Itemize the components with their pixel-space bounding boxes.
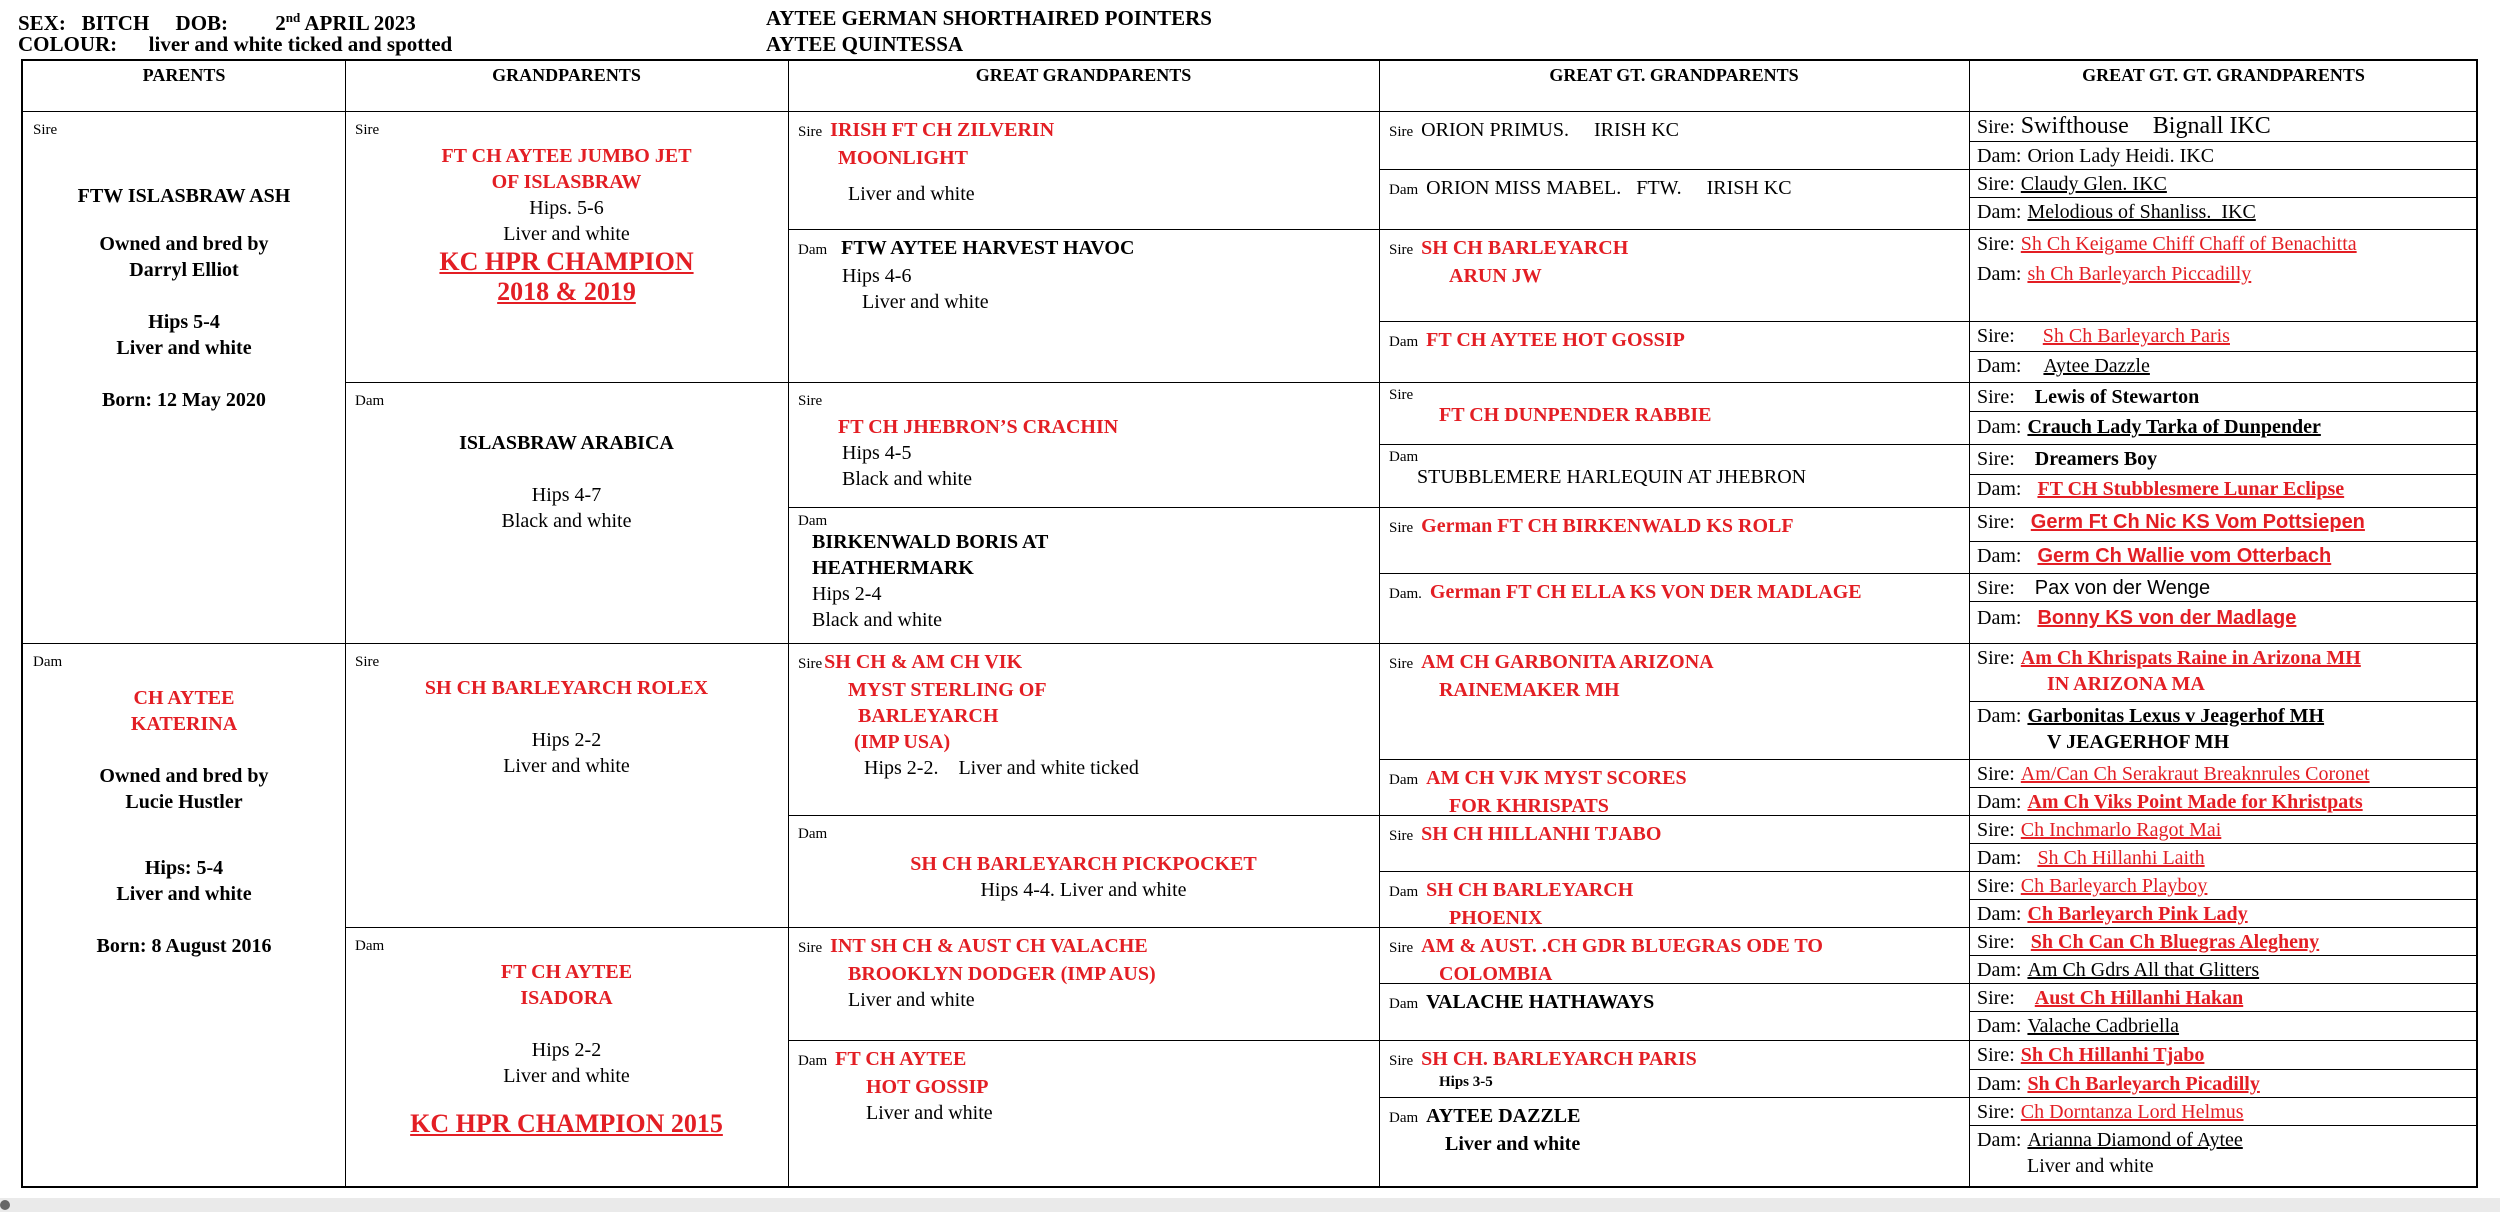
dam-tag: Dam [1389, 334, 1419, 350]
ggp-sds-cell [788, 382, 1379, 507]
gggp-cell [1379, 759, 1969, 815]
dam-tag: Dam: [1977, 201, 2022, 223]
gp-sd-name: ISLASBRAW ARABICA [459, 432, 674, 454]
gggp-r12-name-line1: SH CH BARLEYARCH [1426, 879, 1634, 901]
sire-tag: Sire: [1977, 1101, 2015, 1123]
sire-tag: Sire [1389, 1053, 1414, 1069]
dog-name: AYTEE QUINTESSA [766, 32, 964, 56]
dam-tag: Dam: [1977, 847, 2022, 869]
gggp-cell [1379, 1097, 1969, 1190]
ancestor-line [1977, 645, 2470, 671]
ggp-dds-colour: Liver and white [848, 989, 975, 1011]
dam-tag: Dam [355, 938, 385, 954]
ancestor-line [1977, 1071, 2470, 1097]
gp-ss-name-line2: OF ISLASBRAW [491, 171, 642, 193]
dam-tag: Dam. [1389, 586, 1422, 602]
ancestor-line [1977, 171, 2470, 197]
sire-owner: Darryl Elliot [129, 259, 239, 281]
dam-tag: Dam [1389, 884, 1419, 900]
gp-ss-name-line1: FT CH AYTEE JUMBO JET [441, 145, 692, 167]
sire-tag: Sire: [1977, 875, 2015, 897]
gggp-r10-name-line2: FOR KHRISPATS [1449, 795, 1609, 817]
dam-born: Born: 8 August 2016 [96, 935, 272, 957]
ggp-ssd-colour: Liver and white [862, 291, 989, 313]
column-header-parents: PARENTS [142, 65, 226, 85]
dam-tag: Dam: [1977, 545, 2022, 567]
ggp-sds-colour: Black and white [842, 468, 972, 490]
gggp-cell [1379, 871, 1969, 927]
ancestor-name: Garbonitas Lexus v Jeagerhof MH [2027, 705, 2325, 727]
ancestor-line [1977, 113, 2470, 140]
sire-tag: Sire: [1977, 233, 2015, 255]
gggp-ancestor-cell [1969, 197, 2478, 229]
ggp-sss-name-line1: IRISH FT CH ZILVERIN [830, 119, 1055, 141]
ggp-ddd-name-line1: FT CH AYTEE [835, 1048, 967, 1070]
ancestor-line [1977, 446, 2470, 472]
ggp-sdd-name-line2: HEATHERMARK [812, 557, 974, 579]
gggp-r5-name: FT CH DUNPENDER RABBIE [1439, 404, 1712, 426]
gggp-r9-name-line2: RAINEMAKER MH [1439, 679, 1620, 701]
sire-tag: Sire [1389, 387, 1414, 403]
ggp-ssd-name: FTW AYTEE HARVEST HAVOC [841, 237, 1135, 259]
sire-tag: Sire [1389, 124, 1414, 140]
column-header-grandparents: GRANDPARENTS [492, 65, 641, 85]
ancestor-name: Sh Ch Keigame Chiff Chaff of Benachitta [2020, 233, 2357, 255]
gggp-ancestor-cell [1969, 1125, 2478, 1190]
gggp-ancestor-cell [1969, 141, 2478, 169]
ancestor-line [1977, 231, 2470, 257]
gggp-ancestor-cell [1969, 927, 2478, 955]
sire-tag: Sire: [1977, 511, 2015, 533]
gggp-ancestor-cell [1969, 444, 2478, 474]
gggp-ancestor-cell [1969, 871, 2478, 899]
column-header-great-gt-grandparents: GREAT GT. GRANDPARENTS [1549, 65, 1799, 85]
dam-tag: Dam: [1977, 959, 2022, 981]
horizontal-scrollbar[interactable] [0, 1198, 2500, 1212]
ancestor-name: Sh Ch Can Ch Bluegras Alegheny [2030, 931, 2320, 953]
sex-label: SEX: [18, 11, 66, 35]
ggp-sss-name-line2: MOONLIGHT [838, 147, 969, 169]
dam-tag: Dam: [1977, 1015, 2022, 1037]
ancestor-line [1977, 143, 2470, 169]
parent-dam-cell [23, 643, 345, 1190]
sire-tag: Sire: [1977, 386, 2015, 408]
gggp-r15-hips: Hips 3-5 [1439, 1074, 1493, 1090]
ancestor-line [1977, 817, 2470, 843]
gggp-ancestor-cell [1969, 1097, 2478, 1125]
sire-tag: Sire: [1977, 931, 2015, 953]
ancestor-line [1977, 761, 2470, 787]
gggp-r16-name: AYTEE DAZZLE [1426, 1105, 1581, 1127]
gggp-r13-name-line1: AM & AUST. .CH GDR BLUEGRAS ODE TO [1421, 935, 1823, 957]
gggp-ancestor-cell [1969, 169, 2478, 197]
ancestor-line [1977, 901, 2470, 927]
ancestor-line [1977, 414, 2470, 440]
dam-owned: Owned and bred by [99, 765, 269, 787]
ancestor-line [1977, 1127, 2470, 1153]
dam-tag: Dam: [1977, 145, 2022, 167]
dam-tag: Dam: [1977, 607, 2022, 629]
gggp-ancestor-cell [1969, 983, 2478, 1011]
gggp-r10-name-line1: AM CH VJK MYST SCORES [1426, 767, 1687, 789]
ancestor-name: Am/Can Ch Serakraut Breaknrules Coronet [2020, 763, 2370, 785]
sire-tag: Sire: [1977, 1044, 2015, 1066]
dam-name-line2: KATERINA [130, 713, 238, 735]
gggp-ancestor-cell [1969, 573, 2478, 603]
ancestor-name-continued: V JEAGERHOF MH [2047, 731, 2230, 753]
gggp-ancestor-cell [1969, 351, 2478, 382]
gp-ss-hips: Hips. 5-6 [529, 197, 604, 219]
gggp-r15-name: SH CH. BARLEYARCH PARIS [1421, 1048, 1697, 1070]
sire-tag: Sire [355, 122, 380, 138]
gp-ds-hips: Hips 2-2 [531, 729, 602, 751]
parent-sire-cell [23, 111, 345, 643]
colour-line [18, 31, 452, 57]
ggp-dds-name-line2: BROOKLYN DODGER (IMP AUS) [848, 963, 1156, 985]
gggp-cell [1379, 321, 1969, 382]
gggp-cell [1379, 1040, 1969, 1097]
sire-hips: Hips 5-4 [148, 311, 220, 333]
ancestor-line [1977, 845, 2470, 871]
ancestor-name: Melodious of Shanliss. IKC [2027, 201, 2256, 223]
gggp-cell [1379, 573, 1969, 643]
ancestor-name: Sh Ch Barleyarch Paris [2042, 325, 2230, 347]
sire-tag: Sire: [1977, 173, 2015, 195]
gggp-r3-name-line1: SH CH BARLEYARCH [1421, 237, 1629, 259]
colour-value: liver and white ticked and spotted [148, 32, 453, 56]
gggp-r16-colour: Liver and white [1445, 1133, 1581, 1155]
ancestor-name: Pax von der Wenge [2034, 577, 2211, 599]
ancestor-name: Aust Ch Hillanhi Hakan [2034, 987, 2244, 1009]
sire-tag: Sire [798, 124, 823, 140]
gggp-cell [1379, 382, 1969, 444]
gggp-ancestor-cell [1969, 1040, 2478, 1069]
gp-ss-title-line2: 2018 & 2019 [497, 277, 636, 306]
sire-tag: Sire [1389, 242, 1414, 258]
ancestor-line [1977, 873, 2470, 899]
ggp-ddd-cell [788, 1040, 1379, 1190]
ancestor-line [1977, 353, 2470, 379]
sire-colour: Liver and white [116, 337, 252, 359]
dob-label: DOB: [175, 11, 229, 35]
dob-day: 2 [275, 11, 286, 35]
gggp-ancestor-cell [1969, 643, 2478, 701]
gggp-ancestor-cell [1969, 321, 2478, 351]
gggp-r9-name-line1: AM CH GARBONITA ARIZONA [1421, 651, 1714, 673]
dam-tag: Dam [798, 826, 828, 842]
gggp-cell [1379, 815, 1969, 871]
gggp-ancestor-cell [1969, 1069, 2478, 1097]
sire-tag: Sire: [1977, 819, 2015, 841]
dam-tag: Dam: [1977, 416, 2022, 438]
ancestor-name: Ch Inchmarlo Ragot Mai [2020, 819, 2222, 841]
gggp-cell [1379, 229, 1969, 321]
ancestor-line [1977, 1013, 2470, 1039]
ggp-ddd-name-line2: HOT GOSSIP [866, 1076, 989, 1098]
sire-tag: Sire: [1977, 448, 2015, 470]
grandparent-dd-cell [345, 927, 788, 1190]
ancestor-name: Am Ch Gdrs All that Glitters [2027, 959, 2260, 981]
gp-dd-name-line2: ISADORA [520, 987, 613, 1009]
sire-tag: Sire [798, 656, 823, 672]
ancestor-line [1977, 703, 2470, 729]
gggp-cell [1379, 927, 1969, 983]
gggp-cell [1379, 444, 1969, 507]
dam-tag: Dam: [1977, 1073, 2022, 1095]
dam-tag: Dam [798, 242, 828, 258]
ggp-ddd-colour: Liver and white [866, 1102, 993, 1124]
ggp-sss-cell [788, 111, 1379, 229]
sire-tag: Sire [798, 940, 823, 956]
ancestor-colour: Liver and white [2027, 1155, 2154, 1177]
ancestor-line [1977, 929, 2470, 955]
ancestor-name: Germ Ft Ch Nic KS Vom Pottsiepen [2030, 511, 2365, 533]
ggp-sdd-name-line1: BIRKENWALD BORIS AT [812, 531, 1049, 553]
ancestor-name: Ch Barleyarch Pink Lady [2027, 903, 2248, 925]
ggp-dss-name-line1: SH CH & AM CH VIK [824, 651, 1023, 673]
gp-ss-title-line1: KC HPR CHAMPION [439, 247, 694, 276]
gggp-r1-name: ORION PRIMUS. IRISH KC [1421, 119, 1679, 141]
ggp-dss-name-line4: (IMP USA) [854, 731, 951, 753]
sire-tag: Sire: [1977, 763, 2015, 785]
gggp-r4-name: FT CH AYTEE HOT GOSSIP [1426, 329, 1685, 351]
ggp-sss-colour: Liver and white [848, 183, 975, 205]
ancestor-name: FT CH Stubblesmere Lunar Eclipse [2037, 478, 2345, 500]
ancestor-name: Ch Dorntanza Lord Helmus [2020, 1101, 2244, 1123]
sire-tag: Sire: [1977, 987, 2015, 1009]
column-header-great-gt-gt-grandparents: GREAT GT. GT. GRANDPARENTS [2082, 65, 2365, 85]
gggp-r13-name-line2: COLOMBIA [1439, 963, 1553, 985]
ggp-sdd-cell [788, 507, 1379, 643]
ancestor-line [1977, 384, 2470, 410]
dam-tag: Dam: [1977, 903, 2022, 925]
ancestor-line [1977, 1099, 2470, 1125]
column-header-great-grandparents: GREAT GRANDPARENTS [975, 65, 1192, 85]
gggp-cell [1379, 983, 1969, 1040]
dam-colour: Liver and white [116, 883, 252, 905]
gggp-ancestor-cell [1969, 412, 2478, 444]
gggp-ancestor-cell [1969, 1011, 2478, 1040]
kennel-name: AYTEE GERMAN SHORTHAIRED POINTERS [766, 6, 1212, 30]
sex-value: BITCH [81, 11, 150, 35]
ancestor-name: Germ Ch Wallie vom Otterbach [2037, 545, 2332, 567]
ancestor-name: Valache Cadbriella [2027, 1015, 2180, 1037]
dam-tag: Dam: [1977, 705, 2022, 727]
ggp-sdd-colour: Black and white [812, 609, 942, 631]
ancestor-line [1977, 543, 2470, 569]
dam-hips: Hips: 5-4 [144, 857, 224, 879]
gp-dd-hips: Hips 2-2 [531, 1039, 602, 1061]
gggp-ancestor-cell [1969, 474, 2478, 507]
ggp-sds-name: FT CH JHEBRON’S CRACHIN [838, 416, 1119, 438]
ancestor-line [1977, 323, 2470, 349]
gggp-ancestor-cell [1969, 759, 2478, 787]
grandparent-sd-cell [345, 382, 788, 643]
ggp-dss-detail: Hips 2-2. Liver and white ticked [864, 757, 1139, 779]
sire-tag: Sire [1389, 828, 1414, 844]
sire-tag: Sire: [1977, 116, 2015, 138]
ancestor-line [1977, 957, 2470, 983]
gp-dd-colour: Liver and white [503, 1065, 630, 1087]
gp-dd-title: KC HPR CHAMPION 2015 [410, 1109, 723, 1138]
dam-tag: Dam [355, 393, 385, 409]
sire-tag: Sire: [1977, 577, 2015, 599]
ancestor-name: Swifthouse Bignall IKC [2020, 113, 2271, 139]
ancestor-name: Sh Ch Hillanhi Tjabo [2020, 1044, 2205, 1066]
gggp-ancestor-cell [1969, 382, 2478, 412]
dam-tag: Dam [1389, 1110, 1419, 1126]
scroll-thumb[interactable] [0, 1200, 10, 1210]
colour-label: COLOUR: [18, 32, 118, 56]
ggp-sdd-hips: Hips 2-4 [812, 583, 882, 605]
ancestor-name: Am Ch Viks Point Made for Khristpats [2027, 791, 2363, 813]
ggp-dss-cell [788, 643, 1379, 815]
gggp-r11-name: SH CH HILLANHI TJABO [1421, 823, 1662, 845]
gggp-ancestor-cell [1969, 603, 2478, 643]
dam-tag: Dam [33, 654, 63, 670]
sire-tag: Sire: [1977, 647, 2015, 669]
gggp-cell [1379, 643, 1969, 759]
sire-tag: Sire [1389, 656, 1414, 672]
ancestor-name: Claudy Glen. IKC [2020, 173, 2167, 195]
grandparent-ds-cell [345, 643, 788, 927]
ancestor-name: Crauch Lady Tarka of Dunpender [2027, 416, 2321, 438]
ancestor-name: Sh Ch Barleyarch Picadilly [2027, 1073, 2260, 1095]
gp-ds-colour: Liver and white [503, 755, 630, 777]
gggp-r3-name-line2: ARUN JW [1449, 265, 1542, 287]
gggp-ancestor-cell [1969, 787, 2478, 815]
dam-tag: Dam [798, 513, 828, 529]
dam-tag: Dam: [1977, 355, 2022, 377]
ancestor-line [1977, 261, 2470, 287]
gggp-ancestor-cell [1969, 955, 2478, 983]
sire-tag: Sire: [1977, 325, 2015, 347]
ancestor-name: Dreamers Boy [2034, 448, 2158, 470]
sire-owned: Owned and bred by [99, 233, 269, 255]
gp-sd-hips: Hips 4-7 [531, 484, 602, 506]
ancestor-name: Lewis of Stewarton [2034, 386, 2200, 408]
gggp-ancestor-cell [1969, 843, 2478, 871]
sire-tag: Sire [1389, 520, 1414, 536]
ancestor-name: Orion Lady Heidi. IKC [2027, 145, 2215, 167]
ggp-ssd-hips: Hips 4-6 [842, 265, 912, 287]
sire-tag: Sire [798, 393, 823, 409]
pedigree-table [21, 59, 2478, 1188]
dam-tag: Dam: [1977, 1129, 2022, 1151]
grandparent-ss-cell [345, 111, 788, 382]
ancestor-line [1977, 1042, 2470, 1068]
gggp-r12-name-line2: PHOENIX [1449, 907, 1543, 929]
ggp-dss-name-line3: BARLEYARCH [858, 705, 999, 727]
sire-born: Born: 12 May 2020 [102, 389, 266, 411]
sire-name: FTW ISLASBRAW ASH [77, 185, 291, 207]
ancestor-line [1977, 575, 2470, 601]
gggp-r6-name: STUBBLEMERE HARLEQUIN AT JHEBRON [1417, 466, 1807, 488]
gp-sd-colour: Black and white [501, 510, 632, 532]
dam-tag: Dam: [1977, 791, 2022, 813]
gggp-r2-name: ORION MISS MABEL. FTW. IRISH KC [1426, 177, 1792, 199]
gp-ds-name: SH CH BARLEYARCH ROLEX [424, 677, 709, 699]
ancestor-line [1977, 789, 2470, 815]
sire-tag: Sire [1389, 940, 1414, 956]
gggp-cell [1379, 507, 1969, 573]
ggp-dsd-detail: Hips 4-4. Liver and white [980, 879, 1187, 901]
gggp-r7-name: German FT CH BIRKENWALD KS ROLF [1421, 515, 1794, 537]
dam-tag: Dam [1389, 449, 1419, 465]
dam-tag: Dam [1389, 772, 1419, 788]
ancestor-name: sh Ch Barleyarch Piccadilly [2027, 263, 2252, 285]
ggp-dds-cell [788, 927, 1379, 1040]
gggp-ancestor-cell [1969, 899, 2478, 927]
dam-tag: Dam [798, 1053, 828, 1069]
ancestor-line [1977, 985, 2470, 1011]
ggp-dss-name-line2: MYST STERLING OF [848, 679, 1047, 701]
ancestor-line [1977, 605, 2470, 631]
dam-owner: Lucie Hustler [125, 791, 243, 813]
ancestor-name-continued: IN ARIZONA MA [2047, 673, 2205, 695]
ggp-sds-hips: Hips 4-5 [842, 442, 912, 464]
ancestor-name: Bonny KS von der Madlage [2037, 607, 2297, 629]
sire-tag: Sire [33, 122, 58, 138]
gggp-ancestor-cell [1969, 541, 2478, 573]
gggp-r14-name: VALACHE HATHAWAYS [1426, 991, 1655, 1013]
gggp-ancestor-cell [1969, 507, 2478, 541]
ancestor-line [1977, 199, 2470, 225]
gggp-r8-name: German FT CH ELLA KS VON DER MADLAGE [1429, 581, 1862, 603]
dam-name-line1: CH AYTEE [133, 687, 235, 709]
ancestor-name: Am Ch Khrispats Raine in Arizona MH [2020, 647, 2361, 669]
gp-dd-name-line1: FT CH AYTEE [500, 961, 633, 983]
ggp-dsd-name: SH CH BARLEYARCH PICKPOCKET [910, 853, 1257, 875]
gggp-cell [1379, 111, 1969, 169]
ancestor-name: Arianna Diamond of Aytee [2027, 1129, 2243, 1151]
gggp-ancestor-cell [1969, 111, 2478, 141]
gggp-cell [1379, 169, 1969, 229]
gp-ss-colour: Liver and white [503, 223, 630, 245]
dam-tag: Dam: [1977, 263, 2022, 285]
dam-tag: Dam [1389, 996, 1419, 1012]
gggp-ancestor-cell [1969, 259, 2478, 321]
dam-tag: Dam: [1977, 478, 2022, 500]
ggp-dsd-cell [788, 815, 1379, 927]
ancestor-line [1977, 476, 2470, 502]
gggp-ancestor-cell [1969, 229, 2478, 259]
ancestor-name: Ch Barleyarch Playboy [2020, 875, 2208, 897]
dam-tag: Dam [1389, 182, 1419, 198]
dob-suffix: nd [285, 10, 301, 25]
ggp-dds-name-line1: INT SH CH & AUST CH VALACHE [830, 935, 1148, 957]
dob-rest: APRIL 2023 [304, 11, 416, 35]
ancestor-line [1977, 509, 2470, 535]
sire-tag: Sire [355, 654, 380, 670]
ggp-ssd-cell [788, 229, 1379, 382]
ancestor-name: Sh Ch Hillanhi Laith [2037, 847, 2205, 869]
gggp-ancestor-cell [1969, 815, 2478, 843]
ancestor-name: Aytee Dazzle [2043, 355, 2150, 377]
